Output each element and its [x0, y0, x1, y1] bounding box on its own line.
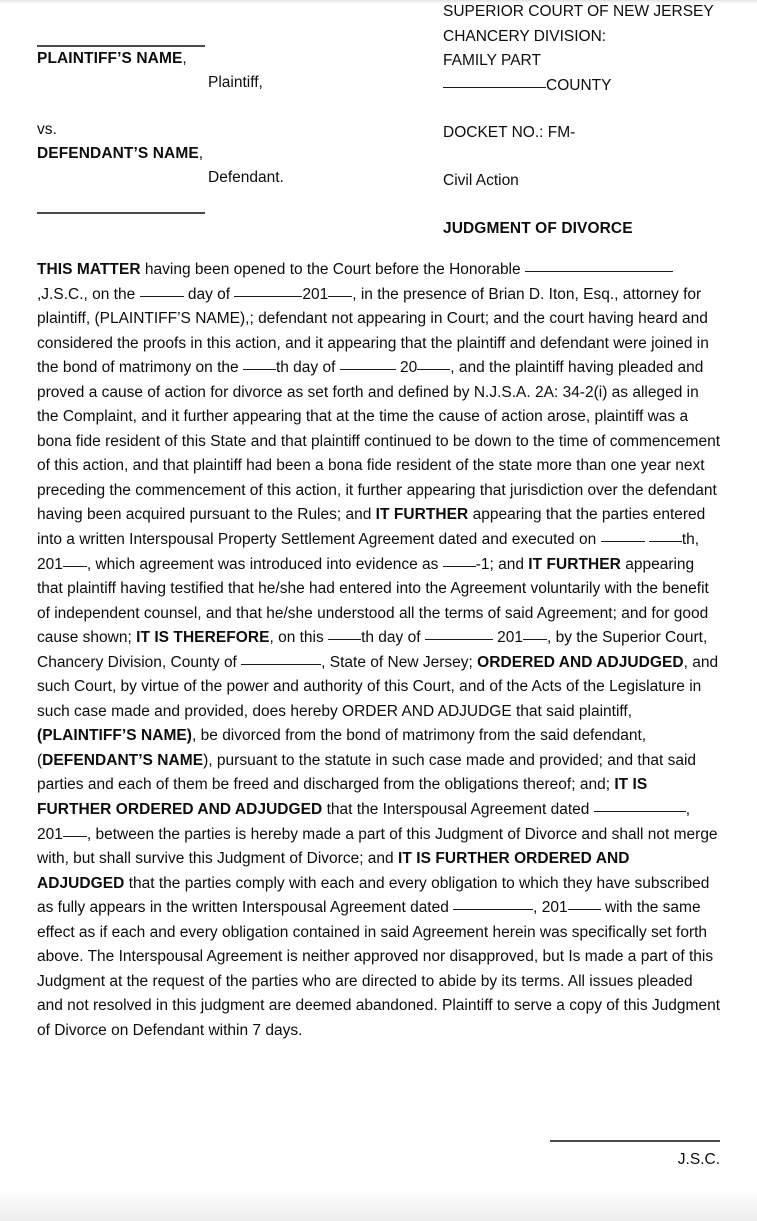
signature-block	[37, 1140, 720, 1210]
agreement-day-blank[interactable]	[649, 528, 682, 542]
judgment-year-blank[interactable]	[523, 626, 547, 640]
body-run-11: th, 201	[37, 531, 700, 573]
judgment-day-blank[interactable]	[328, 626, 361, 640]
body-run-22: ), pursuant to the statute in such case made and provided; and that said parties and each of them be freed and discharged from the obligations thereof; and;	[37, 751, 697, 794]
judgment-body-text	[37, 258, 720, 1044]
body-run-2: ,J.S.C., on the	[37, 285, 140, 303]
body-run-5: , in the presence of Brian D. Iton, Esq., attorney for plaintiff, (PLAINTIFF’S NAME),; defendant not appearing in Court; and the court having heard and considered the proofs in this action, and it appearing that the plaintiff and defendant were joined in the bond of matrimony on the	[37, 285, 709, 377]
it-is-further-ordered-2: IT IS FURTHER ORDERED AND ADJUDGED	[37, 850, 630, 892]
year-blank-1[interactable]	[328, 283, 352, 297]
defendant-role: Defendant.	[208, 169, 284, 186]
it-further-2: IT FURTHER	[528, 555, 621, 573]
docket-number-line: DOCKET NO.: FM-	[443, 124, 576, 142]
body-run-4: 201	[302, 285, 329, 303]
body-run-20: , and such Court, by virtue of the power and authority of this Court, and of the Acts of the Legislature in such case made and provided, does hereby ORDER AND ADJUDGE that said plaintiff,	[37, 653, 719, 720]
judge-name-blank[interactable]	[525, 258, 673, 272]
defendant-name-text: DEFENDANT’S NAME	[37, 145, 199, 162]
plaintiff-name-comma: ,	[182, 50, 187, 67]
body-run-12: , which agreement was introduced into evidence as	[86, 555, 443, 573]
body-run-6: th day of	[275, 359, 340, 377]
defendant-name-inline: DEFENDANT’S NAME	[42, 751, 204, 769]
interspousal-date-blank-2[interactable]	[453, 896, 533, 910]
body-run-26: that the parties comply with each and every obligation to which they have subscribed as fully appears in the written Interspousal Agreement dated	[37, 874, 710, 917]
court-part-line: FAMILY PART	[443, 52, 541, 70]
county-label: COUNTY	[546, 76, 612, 94]
interspousal-year-blank-2[interactable]	[568, 896, 601, 910]
body-run-8: , and the plaintiff having pleaded and proved a cause of action for divorce as set forth and defined by N.J.S.A. 2A: 34-2(i) as alleged in the Complaint, and it further appearing that at the time the cause of action arose, plaintiff was a bona fide resident of this State and that plaintiff continued to be down to the time of commencement of this action, and that plaintiff had been a bona fide resident of the state more than one year next preceding the commencement of this action, it further appearing that jurisdiction over the defendant having been acquired pursuant to the Rules; and	[37, 359, 720, 524]
body-run-3: day of	[183, 285, 235, 303]
caption-left-column	[37, 0, 437, 214]
agreement-year-blank[interactable]	[63, 553, 87, 567]
it-is-therefore: IT IS THEREFORE	[136, 629, 270, 647]
plaintiff-name-inline: (PLAINTIFF’S NAME)	[37, 727, 193, 745]
body-run-25: , between the parties is hereby made a part of this Judgment of Divorce and shall not merge with, but shall survive this Judgment of Divorce; and	[37, 825, 718, 868]
interspousal-year-blank-1[interactable]	[63, 823, 87, 837]
county-blank-body[interactable]	[241, 651, 321, 665]
caption-right-column	[443, 0, 757, 241]
case-caption	[37, 0, 720, 258]
ordered-and-adjudged: ORDERED AND ADJUDGED	[477, 653, 684, 671]
signature-line	[550, 1140, 720, 1142]
body-run-15: , on this	[269, 629, 329, 647]
month-blank-1[interactable]	[234, 283, 302, 297]
body-run-9: appearing that the parties entered into a written Interspousal Property Settlement Agreement dated and executed on	[37, 506, 706, 549]
interspousal-date-blank-1[interactable]	[594, 798, 686, 812]
defendant-name	[37, 142, 437, 166]
body-run-13: -1; and	[475, 555, 529, 573]
day-blank-1[interactable]	[140, 283, 184, 297]
county-line	[443, 74, 757, 99]
body-run-27: , 201	[533, 899, 568, 917]
court-name-line-1: SUPERIOR COURT OF NEW JERSEY	[443, 3, 714, 20]
marriage-month-blank[interactable]	[340, 356, 396, 370]
body-run-16: th day of	[361, 629, 425, 647]
document-title: JUDGMENT OF DIVORCE	[443, 219, 633, 237]
signature-title: J.S.C.	[677, 1151, 720, 1168]
body-run-7: 20	[395, 359, 418, 377]
marriage-year-blank[interactable]	[417, 356, 450, 370]
plaintiff-name-text: PLAINTIFF’S NAME	[37, 50, 183, 67]
exhibit-blank[interactable]	[443, 553, 476, 567]
body-run-23: that the Interspousal Agreement dated	[322, 801, 594, 819]
agreement-month-blank[interactable]	[601, 528, 645, 542]
body-run-18: , by the Superior Court, Chancery Division, County of	[37, 629, 708, 671]
caption-bottom-rule	[37, 212, 205, 214]
body-run-21: , be divorced from the bond of matrimony from the said defendant, (	[37, 727, 647, 769]
body-run-17: 201	[492, 629, 523, 647]
judgment-month-blank[interactable]	[425, 626, 493, 640]
body-run-19: , State of New Jersey;	[321, 653, 478, 671]
defendant-name-comma: ,	[198, 145, 204, 162]
court-division-line: CHANCERY DIVISION:	[443, 27, 607, 45]
plaintiff-role: Plaintiff,	[208, 74, 263, 91]
versus-label: vs.	[37, 121, 57, 138]
body-run-14: appearing that plaintiff having testified that he/she had entered into the Agreement voluntarily with the benefit of independent counsel, and that he/she understood all the terms of said Agreement; and for good cause shown;	[37, 555, 709, 647]
this-matter-lead: THIS MATTER	[37, 261, 141, 278]
plaintiff-name	[37, 47, 437, 71]
it-is-further-ordered-1: IT IS FURTHER ORDERED AND ADJUDGED	[37, 776, 648, 819]
action-type-line: Civil Action	[443, 171, 519, 189]
marriage-day-blank[interactable]	[243, 356, 276, 370]
county-blank-field[interactable]	[443, 87, 546, 88]
body-run-28: with the same effect as if each and every obligation contained in said Agreement herein was specifically set forth above. The Interspousal Agreement is neither approved nor disapproved, but Is made a part of this Judgment at the request of the parties who are directed to abide by its terms. All issues pleaded and not resolved in this judgment are deemed abandoned. Plaintiff to serve a copy of this Judgment of Divorce on Defendant within 7 days.	[37, 899, 721, 1039]
it-further-1: IT FURTHER	[375, 506, 469, 524]
body-run-1: having been opened to the Court before the Honorable	[140, 261, 525, 278]
body-run-24: , 201	[37, 801, 691, 843]
